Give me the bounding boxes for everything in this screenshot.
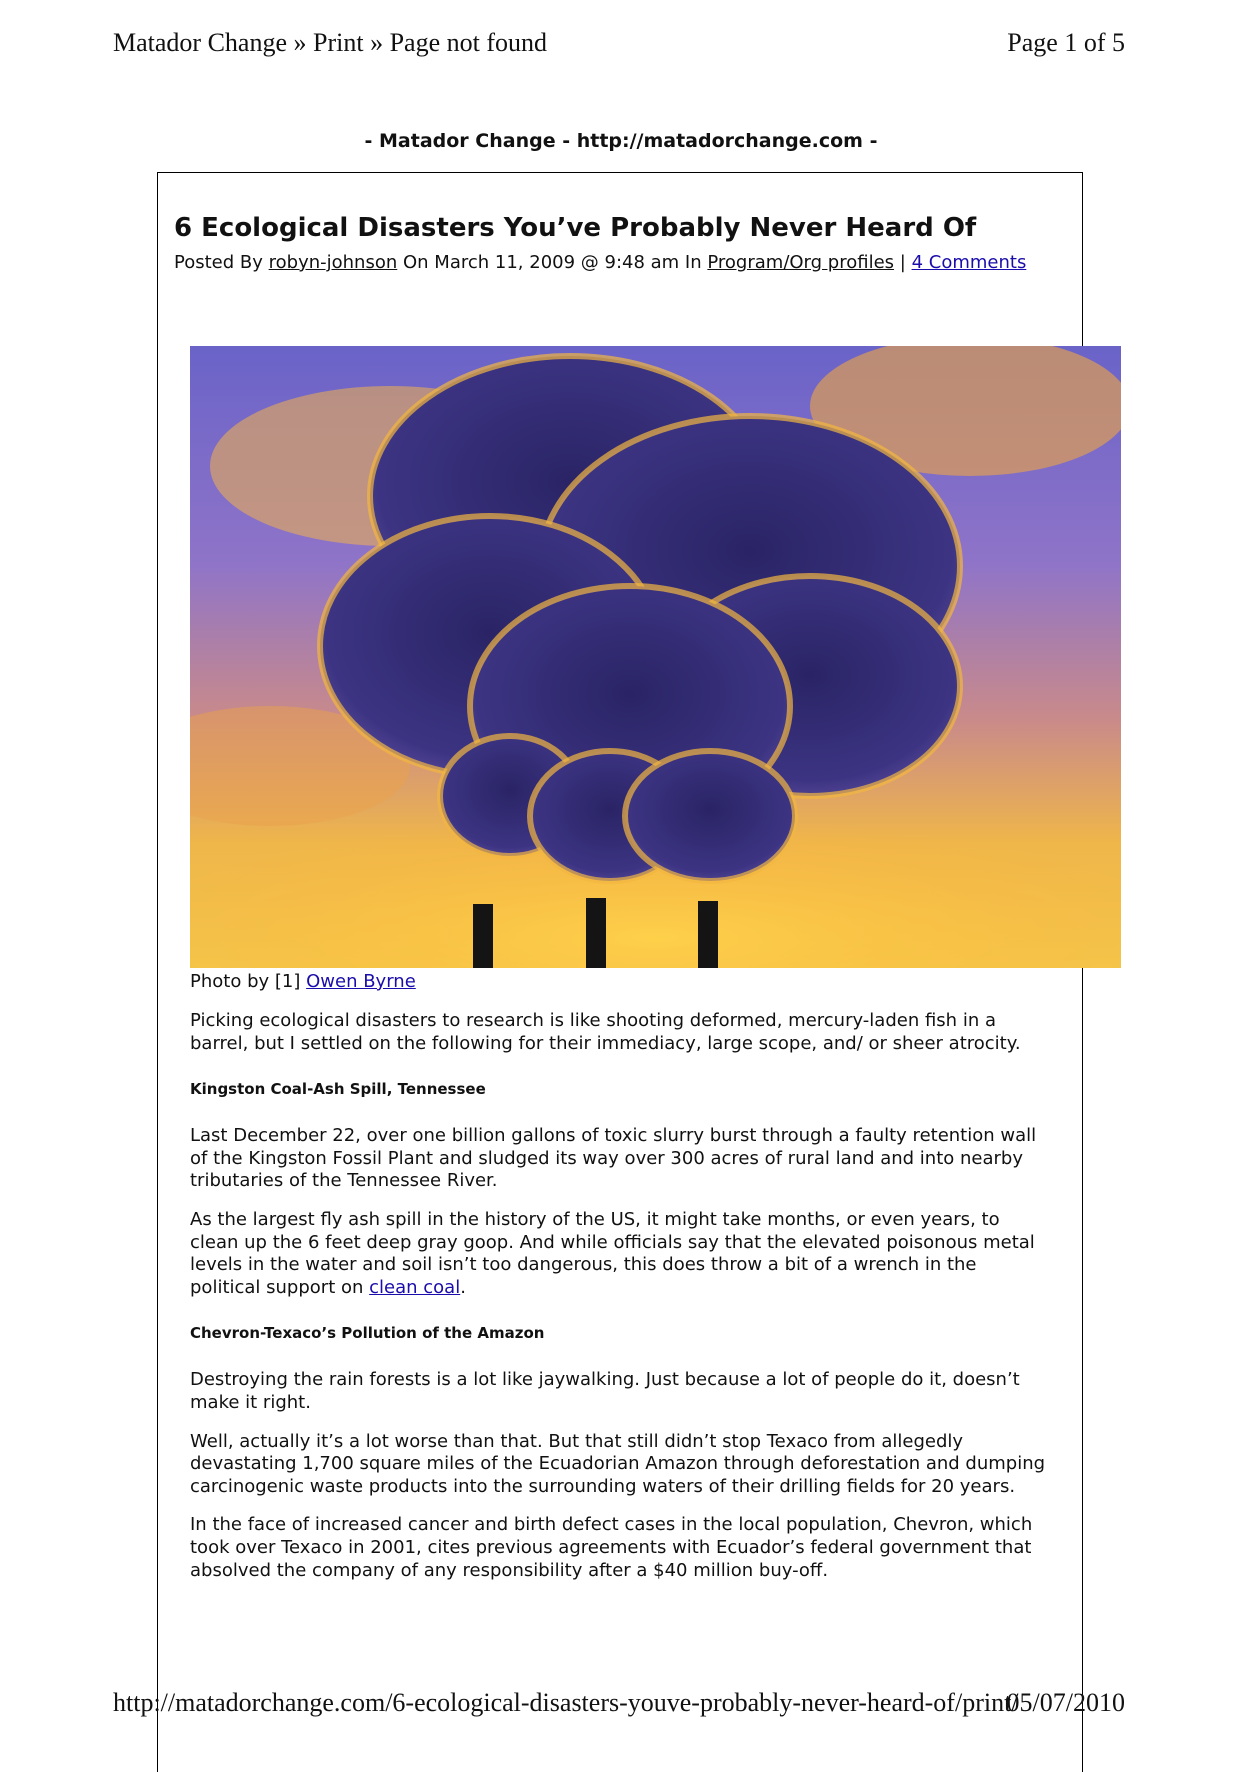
- byline-separator: |: [899, 252, 906, 273]
- print-header-title: Matador Change » Print » Page not found: [113, 28, 547, 57]
- smokestack-illustration: [190, 346, 1121, 968]
- section-heading: Chevron-Texaco’s Pollution of the Amazon: [190, 1324, 545, 1343]
- byline-posted-by: Posted By: [174, 252, 263, 273]
- section-paragraph: Last December 22, over one billion gallons of toxic slurry burst through a faulty retention wall of the Kingston Fossil Plant and sludged its way over 300 acres of rural land and into nearby tributaries of the Tennessee River.: [190, 1125, 1037, 1192]
- photo-caption: [190, 970, 1050, 994]
- clean-coal-link[interactable]: clean coal: [369, 1276, 461, 1298]
- paragraph-end: .: [460, 1276, 466, 1298]
- caption-prefix: Photo by [1]: [190, 971, 301, 992]
- section-paragraph: Destroying the rain forests is a lot like jaywalking. Just because a lot of people do it, doesn’t make it right.: [190, 1369, 1020, 1413]
- article-body: [190, 968, 1050, 1582]
- section-paragraph: In the face of increased cancer and birth defect cases in the local population, Chevron, which took over Texaco in 2001, cites previous agreements with Ecuador’s federal government that absolved the company of any responsibility after a $40 million buy-off.: [190, 1514, 1033, 1581]
- smokestack-photo: [190, 346, 1121, 968]
- section-paragraph: Well, actually it’s a lot worse than that. But that still didn’t stop Texaco from allegedly devastating 1,700 square miles of the Ecuadorian Amazon through deforestation and dumping carcinogenic waste products into the surrounding waters of their drilling fields for 20 years.: [190, 1430, 1046, 1497]
- comments-link[interactable]: 4 Comments: [911, 252, 1027, 273]
- category-link[interactable]: Program/Org profiles: [707, 252, 895, 273]
- print-footer-url: http://matadorchange.com/6-ecological-disasters-youve-probably-never-heard-of/print/: [113, 1688, 1019, 1717]
- site-line: - Matador Change - http://matadorchange.com -: [364, 130, 878, 152]
- intro-paragraph: Picking ecological disasters to research is like shooting deformed, mercury-laden fish in a barrel, but I settled on the following for their immediacy, large scope, and/ or sheer atrocity.: [190, 1010, 1021, 1054]
- byline-date: On March 11, 2009 @ 9:48 am In: [403, 252, 702, 273]
- author-link[interactable]: robyn-johnson: [268, 252, 398, 273]
- section-heading: Kingston Coal-Ash Spill, Tennessee: [190, 1080, 486, 1099]
- paragraph-text: As the largest fly ash spill in the history of the US, it might take months, or even years, to clean up the 6 feet deep gray goop. And while officials say that the elevated poisonous metal levels in the water and soil isn’t too dangerous, this does throw a bit of a wrench in the political support on: [190, 1208, 1035, 1298]
- section-paragraph: [190, 1209, 1050, 1299]
- print-footer-date: 05/07/2010: [1006, 1688, 1125, 1717]
- print-page-number: Page 1 of 5: [1007, 28, 1125, 57]
- article-title: 6 Ecological Disasters You’ve Probably Never Heard Of: [174, 213, 977, 243]
- photo-credit-link[interactable]: Owen Byrne: [306, 971, 416, 992]
- article-byline: [174, 252, 1054, 274]
